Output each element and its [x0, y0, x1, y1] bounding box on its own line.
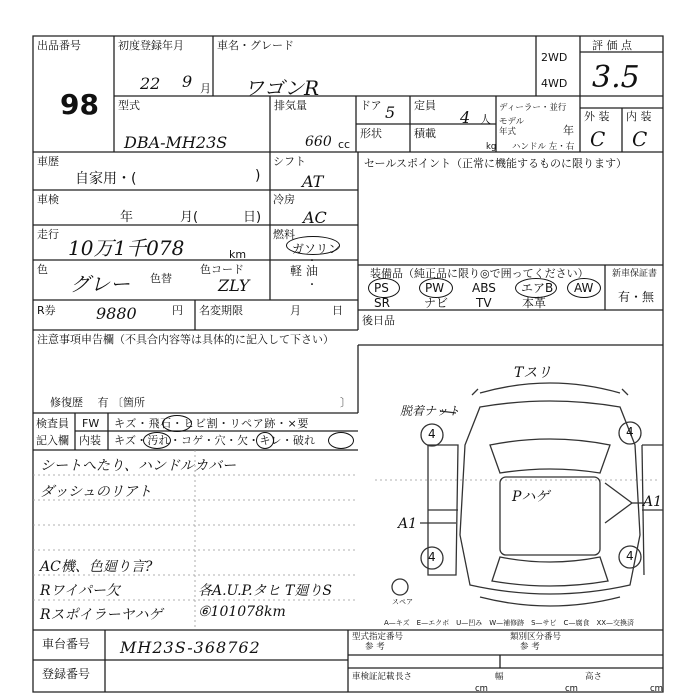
recycle-label: R券: [37, 304, 56, 317]
name-change-month: 月: [290, 304, 301, 317]
equip-leather: 本革: [522, 296, 547, 310]
reg-date-label: 初度登録年月: [118, 39, 184, 52]
inspection-label: 車検: [37, 193, 59, 206]
class-no-label: 類別区分番号: [510, 632, 562, 642]
equip-pw: PW: [425, 281, 445, 295]
note-line-2: ダッシュのリアト: [40, 484, 152, 500]
note-line-5: Rスポイラーヤハゲ: [40, 607, 163, 623]
dims-length: 長さ: [395, 672, 413, 682]
model-year-unit: 年: [563, 124, 574, 137]
exterior-value: C: [590, 127, 606, 151]
displacement-value: 660: [305, 134, 332, 150]
inspector-row1: キズ・飛石・ヒビ割・リペア跡・×要: [114, 417, 309, 430]
repair-bracket: 〕: [340, 396, 351, 409]
tire-rl: 4: [428, 550, 436, 564]
fuel-label: 燃料: [273, 228, 295, 241]
handle-label: ハンドル 左・右: [512, 142, 575, 152]
score-value: 3.5: [592, 60, 640, 95]
rear-seat-label: 後日品: [362, 314, 395, 327]
model-year-label: モデル年式: [499, 117, 525, 137]
dims-length-unit: cm: [475, 684, 488, 694]
color-change-label: 色替: [150, 272, 172, 285]
inspection-day: 日): [243, 210, 262, 225]
car-name-label: 車名・グレード: [217, 39, 294, 52]
mileage-value: 10万1千078: [68, 236, 185, 260]
color-code-label: 色コード: [200, 263, 244, 276]
lot-number: 98: [60, 88, 99, 121]
shift-label: シフト: [273, 155, 306, 168]
displacement-unit: cc: [338, 138, 351, 151]
fuel-dot: ・: [307, 256, 317, 267]
diagram-left-label: 脱着ナット: [400, 404, 460, 418]
fuel-gas: ガソリン: [292, 242, 341, 256]
dims-width-unit: cm: [565, 684, 578, 694]
equip-abs: ABS: [472, 281, 496, 295]
equip-airbag: エアB: [521, 281, 554, 295]
inspector-row2-tag: 内装: [79, 434, 101, 447]
sales-point-label: セールスポイント（正常に機能するものに限ります）: [364, 157, 628, 170]
inspection-year: 年: [120, 210, 134, 225]
dims-height-unit: cm: [650, 684, 663, 694]
dealer-label: ディーラー・並行: [499, 103, 567, 113]
tire-fl: 4: [428, 427, 436, 441]
reg-month-unit: 月: [200, 82, 211, 95]
note-line-7: ⑥101078km: [198, 604, 286, 620]
color-code-value: ZLY: [218, 276, 250, 295]
mileage-label: 走行: [37, 228, 59, 241]
dims-width: 幅: [495, 672, 504, 682]
score-label: 評 価 点: [592, 39, 632, 52]
capacity-label: 定員: [414, 99, 436, 112]
missing-circle: [256, 432, 274, 449]
color-label: 色: [37, 263, 48, 276]
doors-label: ドア: [360, 99, 382, 112]
capacity-value: 4: [460, 108, 471, 127]
dims-label: 車検証記載: [352, 672, 395, 682]
shape-label: 形状: [360, 127, 382, 140]
dims-height: 高さ: [585, 672, 603, 682]
warranty-label: 新車保証書: [612, 269, 658, 279]
history-value: 自家用・(: [75, 171, 137, 187]
registration-label: 登録番号: [42, 667, 91, 681]
tire-rr: 4: [626, 549, 634, 563]
diagram-a1-right: A1: [643, 494, 663, 510]
history-label: 車歴: [37, 155, 59, 168]
flying-stone-circle: [162, 415, 192, 432]
drive-2wd: 2WD: [541, 51, 568, 64]
fuel-diesel: 軽 油: [290, 264, 318, 278]
name-change-day: 日: [332, 304, 343, 317]
note-line-1: シートへたり、ハンドルカバー: [40, 458, 236, 474]
name-change-label: 名変期限: [199, 304, 243, 317]
equip-navi: ナビ: [424, 296, 449, 310]
exterior-label: 外 装: [584, 110, 610, 123]
class-no-ref: 参 考: [520, 642, 540, 652]
shift-value: AT: [302, 172, 324, 191]
interior-value: C: [632, 127, 648, 151]
inspector-row1-tag: FW: [82, 417, 100, 430]
inspector-row2: キズ・汚れ・コゲ・穴・欠・キレ・破れ: [114, 434, 316, 447]
tire-fr: 4: [626, 425, 634, 439]
repair-history: 修復歴 有 〔箇所: [50, 396, 145, 409]
torn-circle: [328, 432, 354, 449]
recycle-unit: 円: [172, 304, 183, 317]
equipment-label: 装備品（純正品に限り◎で囲ってください）: [370, 267, 589, 280]
model-label: 型式: [118, 99, 140, 112]
type-spec-ref: 参 考: [365, 642, 385, 652]
note-line-3: AC機、色廻り言?: [40, 559, 153, 575]
inspector-row2-label: 記入欄: [36, 434, 69, 447]
capacity-unit: 人: [480, 113, 491, 126]
ac-value: AC: [303, 208, 327, 227]
recycle-value: 9880: [96, 304, 137, 323]
equip-ps: PS: [374, 281, 389, 295]
note-line-6: 各A.U.P.タヒ T廻りS: [198, 583, 332, 599]
damage-legend: A—キズ E—エクボ U—凹み W—補修跡 S—サビ C—腐食 XX—交換済: [384, 619, 635, 627]
diagram-top-label: Tスリ: [514, 365, 552, 381]
equip-ps-circle: [368, 278, 400, 298]
inspection-month: 月(: [180, 210, 199, 225]
model-value: DBA-MH23S: [124, 133, 228, 152]
load-unit: kg: [486, 142, 497, 152]
reg-month: 9: [182, 72, 193, 91]
chassis-value: MH23S-368762: [120, 638, 261, 657]
ac-label: 冷房: [273, 193, 295, 206]
equip-aw: AW: [574, 281, 594, 295]
interior-label: 内 装: [626, 110, 652, 123]
chassis-label: 車台番号: [42, 637, 91, 651]
equip-aw-circle: [567, 278, 601, 298]
diagram-a1-left: A1: [398, 516, 418, 532]
warranty-value: 有・無: [618, 290, 655, 304]
type-spec-label: 型式指定番号: [352, 632, 404, 642]
load-label: 積載: [414, 127, 436, 140]
equip-tv: TV: [476, 296, 492, 310]
inspector-row1-label: 検査員: [36, 417, 69, 430]
diagram-center: Pハゲ: [512, 489, 550, 505]
equip-airbag-circle: [515, 278, 557, 298]
fuel-dot2: ・: [307, 280, 317, 291]
spare-label: スペア: [392, 598, 413, 606]
equip-pw-circle: [419, 278, 453, 298]
notes-label: 注意事項申告欄（不具合内容等は具体的に記入して下さい）: [37, 333, 334, 346]
note-line-4: Rワイパー欠: [40, 583, 120, 599]
doors-value: 5: [385, 103, 396, 122]
drive-4wd: 4WD: [541, 77, 568, 90]
displacement-label: 排気量: [274, 99, 307, 112]
color-value: グレー: [70, 272, 130, 296]
equip-sr: SR: [374, 296, 390, 310]
lot-label: 出品番号: [37, 39, 81, 52]
car-name-value: ワゴンR: [244, 76, 320, 100]
reg-year: 22: [140, 74, 161, 93]
dirt-circle: [143, 432, 171, 449]
mileage-unit: km: [229, 248, 247, 261]
history-close: ): [255, 168, 261, 184]
